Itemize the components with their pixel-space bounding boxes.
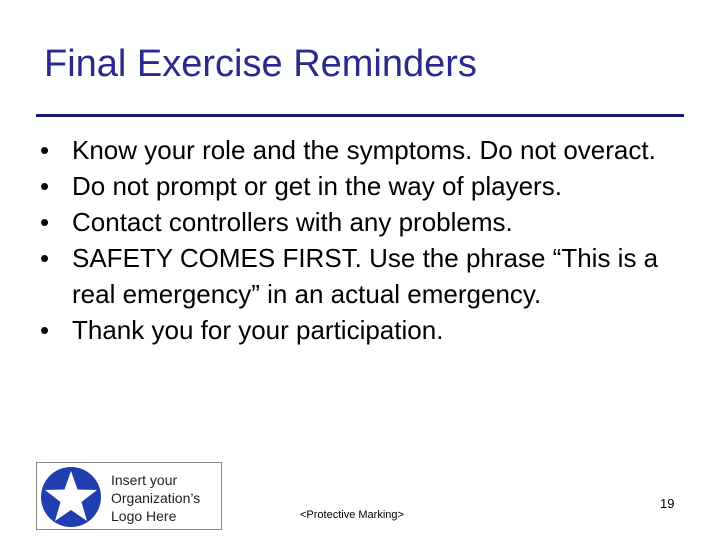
bullet-text: Do not prompt or get in the way of players.: [72, 171, 562, 201]
bullet-text: Thank you for your participation.: [72, 315, 444, 345]
bullet-glyph: •: [40, 243, 50, 273]
bullet-list: [38, 132, 678, 348]
title-divider: [36, 114, 684, 117]
bullet-text: Know your role and the symptoms. Do not overact.: [72, 135, 656, 165]
bullet-glyph: •: [40, 315, 50, 345]
bullet-item: [38, 204, 678, 240]
organization-logo-placeholder: [36, 462, 222, 530]
page-number: 19: [660, 496, 675, 511]
bullet-glyph: •: [40, 207, 50, 237]
bullet-item: [38, 132, 678, 168]
bullet-item: [38, 240, 678, 312]
slide-title: Final Exercise Reminders: [44, 43, 477, 85]
protective-marking: <Protective Marking>: [300, 509, 404, 521]
bullet-text: SAFETY COMES FIRST. Use the phrase “This is a real emergency” in an actual emergency.: [72, 243, 659, 309]
bullet-glyph: •: [40, 171, 50, 201]
logo-text-line: Insert your: [111, 472, 178, 488]
bullet-glyph: •: [40, 135, 50, 165]
bullet-item: [38, 312, 678, 348]
logo-text-line: Logo Here: [111, 508, 177, 524]
logo-text-line: Organization’s: [111, 490, 201, 506]
logo-text: [111, 471, 200, 525]
star-icon: [39, 465, 103, 534]
bullet-text: Contact controllers with any problems.: [72, 207, 513, 237]
bullet-item: [38, 168, 678, 204]
